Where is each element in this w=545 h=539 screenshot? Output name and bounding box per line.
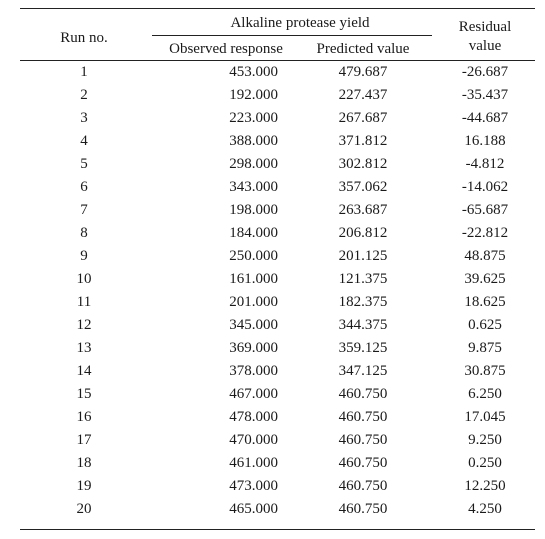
residual-value-cell: 17.045	[464, 409, 506, 425]
run-number-cell: 16	[76, 409, 92, 425]
residual-value-cell: 0.250	[468, 455, 502, 471]
table-row	[20, 360, 535, 383]
residual-value-cell: 16.188	[464, 133, 506, 149]
run-number-cell: 6	[80, 179, 88, 195]
run-number-cell: 14	[76, 363, 92, 379]
observed-response-cell: 198.000	[229, 202, 278, 218]
observed-response-cell: 345.000	[229, 317, 278, 333]
residual-value-cell: 9.875	[468, 340, 502, 356]
residual-value-cell: -4.812	[465, 156, 505, 172]
header-residual-line2: value	[468, 38, 502, 54]
residual-value-cell: 12.250	[464, 478, 506, 494]
table-row	[20, 337, 535, 360]
table-row	[20, 406, 535, 429]
predicted-value-cell: 347.125	[338, 363, 388, 379]
predicted-value-cell: 302.812	[338, 156, 388, 172]
residual-value-cell: -26.687	[461, 64, 509, 80]
predicted-value-cell: 357.062	[338, 179, 388, 195]
predicted-value-cell: 460.750	[338, 386, 388, 402]
run-number-cell: 7	[80, 202, 88, 218]
predicted-value-cell: 267.687	[338, 110, 388, 126]
table-row	[20, 84, 535, 107]
run-number-cell: 17	[76, 432, 92, 448]
table-top-rule	[20, 8, 535, 9]
header-group-alkaline-protease-yield: Alkaline protease yield	[230, 15, 370, 31]
predicted-value-cell: 344.375	[338, 317, 388, 333]
observed-response-cell: 192.000	[229, 87, 278, 103]
residual-value-cell: 6.250	[468, 386, 502, 402]
table-row	[20, 176, 535, 199]
residual-value-cell: -65.687	[461, 202, 509, 218]
run-number-cell: 3	[80, 110, 88, 126]
table-row	[20, 498, 535, 521]
run-number-cell: 18	[76, 455, 92, 471]
table-row	[20, 452, 535, 475]
predicted-value-cell: 460.750	[338, 455, 388, 471]
predicted-value-cell: 479.687	[338, 64, 388, 80]
table-row	[20, 429, 535, 452]
observed-response-cell: 184.000	[229, 225, 278, 241]
residual-value-cell: -35.437	[461, 87, 509, 103]
residual-value-cell: 48.875	[464, 248, 506, 264]
run-number-cell: 1	[80, 64, 88, 80]
predicted-value-cell: 182.375	[338, 294, 388, 310]
observed-response-cell: 388.000	[229, 133, 278, 149]
observed-response-cell: 201.000	[229, 294, 278, 310]
table-row	[20, 268, 535, 291]
predicted-value-cell: 460.750	[338, 478, 388, 494]
residual-value-cell: 9.250	[468, 432, 502, 448]
run-number-cell: 13	[76, 340, 92, 356]
run-number-cell: 12	[76, 317, 92, 333]
observed-response-cell: 478.000	[229, 409, 278, 425]
observed-response-cell: 465.000	[229, 501, 278, 517]
run-number-cell: 10	[76, 271, 92, 287]
observed-response-cell: 298.000	[229, 156, 278, 172]
table-row	[20, 383, 535, 406]
header-observed-response: Observed response	[169, 41, 283, 57]
predicted-value-cell: 359.125	[338, 340, 388, 356]
residual-value-cell: 39.625	[464, 271, 506, 287]
run-number-cell: 20	[76, 501, 92, 517]
observed-response-cell: 161.000	[229, 271, 278, 287]
observed-response-cell: 343.000	[229, 179, 278, 195]
residual-value-cell: 4.250	[468, 501, 502, 517]
observed-response-cell: 473.000	[229, 478, 278, 494]
table-row	[20, 130, 535, 153]
run-number-cell: 4	[80, 133, 88, 149]
header-run-no: Run no.	[60, 30, 108, 46]
observed-response-cell: 461.000	[229, 455, 278, 471]
predicted-value-cell: 121.375	[338, 271, 388, 287]
observed-response-cell: 369.000	[229, 340, 278, 356]
table-row	[20, 107, 535, 130]
predicted-value-cell: 206.812	[338, 225, 388, 241]
observed-response-cell: 467.000	[229, 386, 278, 402]
predicted-value-cell: 263.687	[338, 202, 388, 218]
observed-response-cell: 453.000	[229, 64, 278, 80]
run-number-cell: 8	[80, 225, 88, 241]
predicted-value-cell: 460.750	[338, 432, 388, 448]
residual-value-cell: 18.625	[464, 294, 506, 310]
predicted-value-cell: 460.750	[338, 409, 388, 425]
run-number-cell: 11	[76, 294, 92, 310]
table-row	[20, 291, 535, 314]
run-number-cell: 9	[80, 248, 88, 264]
table-row	[20, 153, 535, 176]
table-row	[20, 245, 535, 268]
residual-value-cell: 0.625	[468, 317, 502, 333]
predicted-value-cell: 227.437	[338, 87, 388, 103]
run-number-cell: 19	[76, 478, 92, 494]
residual-value-cell: -44.687	[461, 110, 509, 126]
table-row	[20, 61, 535, 84]
header-group-rule	[152, 35, 432, 36]
table-row	[20, 199, 535, 222]
table-row	[20, 314, 535, 337]
table-row	[20, 475, 535, 498]
header-predicted-value: Predicted value	[316, 41, 410, 57]
observed-response-cell: 378.000	[229, 363, 278, 379]
predicted-value-cell: 201.125	[338, 248, 388, 264]
run-number-cell: 2	[80, 87, 88, 103]
predicted-value-cell: 371.812	[338, 133, 388, 149]
residual-value-cell: 30.875	[464, 363, 506, 379]
table-bottom-rule	[20, 529, 535, 530]
predicted-value-cell: 460.750	[338, 501, 388, 517]
residual-value-cell: -22.812	[461, 225, 509, 241]
run-number-cell: 5	[80, 156, 88, 172]
observed-response-cell: 250.000	[229, 248, 278, 264]
table-row	[20, 222, 535, 245]
residual-value-cell: -14.062	[461, 179, 509, 195]
observed-response-cell: 470.000	[229, 432, 278, 448]
header-residual-line1: Residual	[458, 19, 512, 35]
observed-response-cell: 223.000	[229, 110, 278, 126]
run-number-cell: 15	[76, 386, 92, 402]
